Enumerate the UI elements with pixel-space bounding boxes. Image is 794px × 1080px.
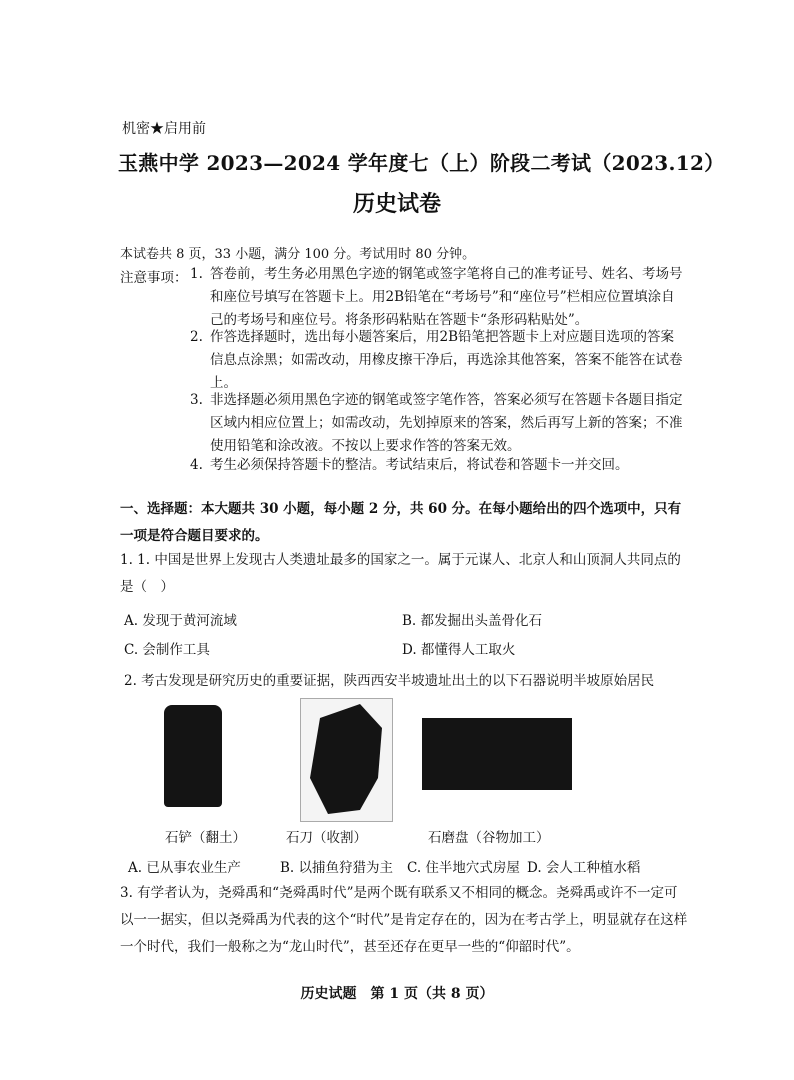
notes-label: 注意事项：	[120, 270, 188, 286]
question-3-stem: 3. 有学者认为，尧舜禹和“尧舜禹时代”是两个既有联系又不相同的概念。尧舜禹或许不一定可以一一据实，但以尧舜禹为代表的这个“时代”是肯定存在的，因为在考古学上，明显就存在这样一个时代，我们一般称之为“龙山时代”，甚至还存在更早一些的“仰韶时代”。	[120, 885, 688, 955]
stone-knife-image	[300, 698, 393, 822]
note-item-2	[190, 326, 686, 395]
q1-option-b: B. 都发掘出头盖骨化石	[402, 613, 543, 629]
note-number: 2.	[190, 329, 203, 345]
question-1-stem: 1. 1. 中国是世界上发现古人类遗址最多的国家之一。属于元谋人、北京人和山顶洞人共同点的是（ ）	[120, 552, 681, 595]
q2-option-b: B. 以捕鱼狩猎为主	[280, 860, 394, 876]
question-2-stem: 2. 考古发现是研究历史的重要证据，陕西西安半坡遗址出土的以下石器说明半坡原始居民	[124, 673, 655, 689]
note-item-3	[190, 389, 686, 458]
q1-option-c: C. 会制作工具	[124, 642, 210, 658]
note-number: 1.	[190, 266, 203, 282]
note-text: 非选择题必须用黑色字迹的钢笔或签字笔作答，答案必须写在答题卡各题目指定区域内相应位置上；如需改动，先划掉原来的答案，然后再写上新的答案；不准使用铅笔和涂改液。不按以上要求作答的答案无效。	[210, 392, 683, 454]
q1-option-d: D. 都懂得人工取火	[402, 642, 516, 658]
exam-info-line: 本试卷共 8 页，33 小题，满分 100 分。考试用时 80 分钟。	[120, 247, 476, 262]
q2-option-c: C. 住半地穴式房屋	[407, 860, 520, 876]
stone-mill-image	[422, 718, 572, 790]
stone-shovel-image	[164, 705, 222, 807]
q1-option-a: A. 发现于黄河流域	[124, 613, 237, 629]
note-text: 答卷前，考生务必用黑色字迹的钢笔或签字笔将自己的准考证号、姓名、考场号和座位号填写在答题卡上。用2B铅笔在“考场号”和“座位号”栏相应位置填涂自己的考场号和座位号。将条形码粘贴在答题卡“条形码粘贴处”。	[210, 266, 683, 328]
note-text: 考生必须保持答题卡的整洁。考试结束后，将试卷和答题卡一并交回。	[210, 457, 629, 473]
q2-option-d: D. 会人工种植水稻	[527, 860, 641, 876]
confidential-mark: 机密★启用前	[122, 121, 206, 137]
exam-subject: 历史试卷	[352, 191, 441, 217]
caption-stone-knife: 石刀（收割）	[286, 830, 367, 846]
caption-stone-mill: 石磨盘（谷物加工）	[428, 830, 550, 846]
q2-option-a: A. 已从事农业生产	[128, 860, 241, 876]
caption-stone-shovel: 石铲（翻土）	[165, 830, 246, 846]
page-footer: 历史试题 第 1 页（共 8 页）	[300, 986, 494, 1002]
section-heading: 一、选择题：本大题共 30 小题，每小题 2 分，共 60 分。在每小题给出的四个选项中，只有一项是符合题目要求的。	[120, 501, 682, 544]
exam-title: 玉燕中学 2023—2024 学年度七（上）阶段二考试（2023.12）	[118, 151, 725, 175]
note-text: 作答选择题时，选出每小题答案后，用2B铅笔把答题卡上对应题目选项的答案信息点涂黑；如需改动，用橡皮擦干净后，再选涂其他答案，答案不能答在试卷上。	[210, 329, 683, 391]
note-item-4	[190, 454, 686, 477]
note-item-1	[190, 263, 686, 332]
note-number: 4.	[190, 457, 203, 473]
note-number: 3.	[190, 392, 203, 408]
